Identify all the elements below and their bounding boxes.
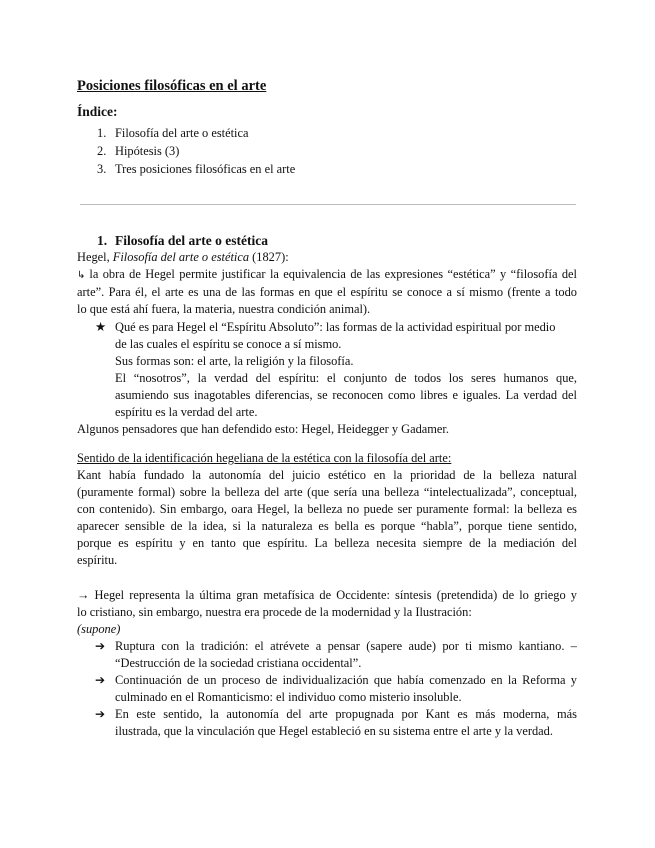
star-icon: ★	[95, 320, 107, 334]
table-of-contents	[97, 125, 295, 179]
arrow-right-icon: ➔	[95, 673, 106, 687]
arrow-right-icon: ➔	[95, 639, 106, 653]
arrow-right-icon: ➔	[95, 707, 106, 721]
nosotros-paragraph: El “nosotros”, la verdad del espíritu: el conjunto de todos los seres humanos que, asumiendo sus inagotables diferencias, se reconocen como libres e iguales. La verdad del espíritu es la verdad del arte.	[115, 371, 577, 419]
metaphysics-paragraph: → Hegel representa la última gran metafísica de Occidente: síntesis (pretendida) de lo griego y lo cristiano, sin embargo, nuestra era procede de la modernidad y la Ilustración:	[77, 588, 577, 619]
supone-label: (supone)	[77, 622, 121, 636]
toc-item[interactable]: 2. Hipótesis (3)	[97, 144, 180, 158]
hegel-reference: Hegel, Filosofía del arte o estética (1827):	[77, 250, 289, 264]
forms-line: Sus formas son: el arte, la religión y la filosofía.	[115, 354, 354, 368]
return-arrow-icon: ↳	[77, 270, 86, 281]
horizontal-divider	[80, 204, 576, 205]
page-title: Posiciones filosóficas en el arte	[77, 78, 267, 94]
kant-paragraph: Kant había fundado la autonomía del juicio estético en la prioridad de la belleza natural (puramente formal) sobre la belleza del arte (que sería una belleza “intelectualizada”, conceptual, con contenido). Sin embargo, oara Hegel, la belleza no puede ser puramente formal: la belleza es aparecer sensible de la idea, si la naturaleza es bella es porque “habla”, porque tiene sentido, porque es espíritu y en tanto que espíritu. La belleza necesita siempre de la mediación del espíritu.	[77, 468, 577, 567]
intro-paragraph: ↳ la obra de Hegel permite justificar la equivalencia de las expresiones “estética” y “filosofía del arte”. Para él, el arte es una de las formas en que el espíritu se conoce a sí mismo (frente a todo lo que está ahí fuera, la materia, nuestra condición animal).	[77, 267, 577, 316]
index-heading: Índice:	[77, 104, 118, 119]
subsection-heading: Sentido de la identificación hegeliana de la estética con la filosofía del arte:	[77, 451, 452, 465]
toc-item[interactable]: 1. Filosofía del arte o estética	[97, 126, 249, 140]
toc-item[interactable]: 3. Tres posiciones filosóficas en el arte	[97, 162, 296, 176]
section-heading: 1. Filosofía del arte o estética	[97, 233, 268, 248]
thinkers-line: Algunos pensadores que han defendido esto: Hegel, Heidegger y Gadamer.	[77, 422, 449, 436]
